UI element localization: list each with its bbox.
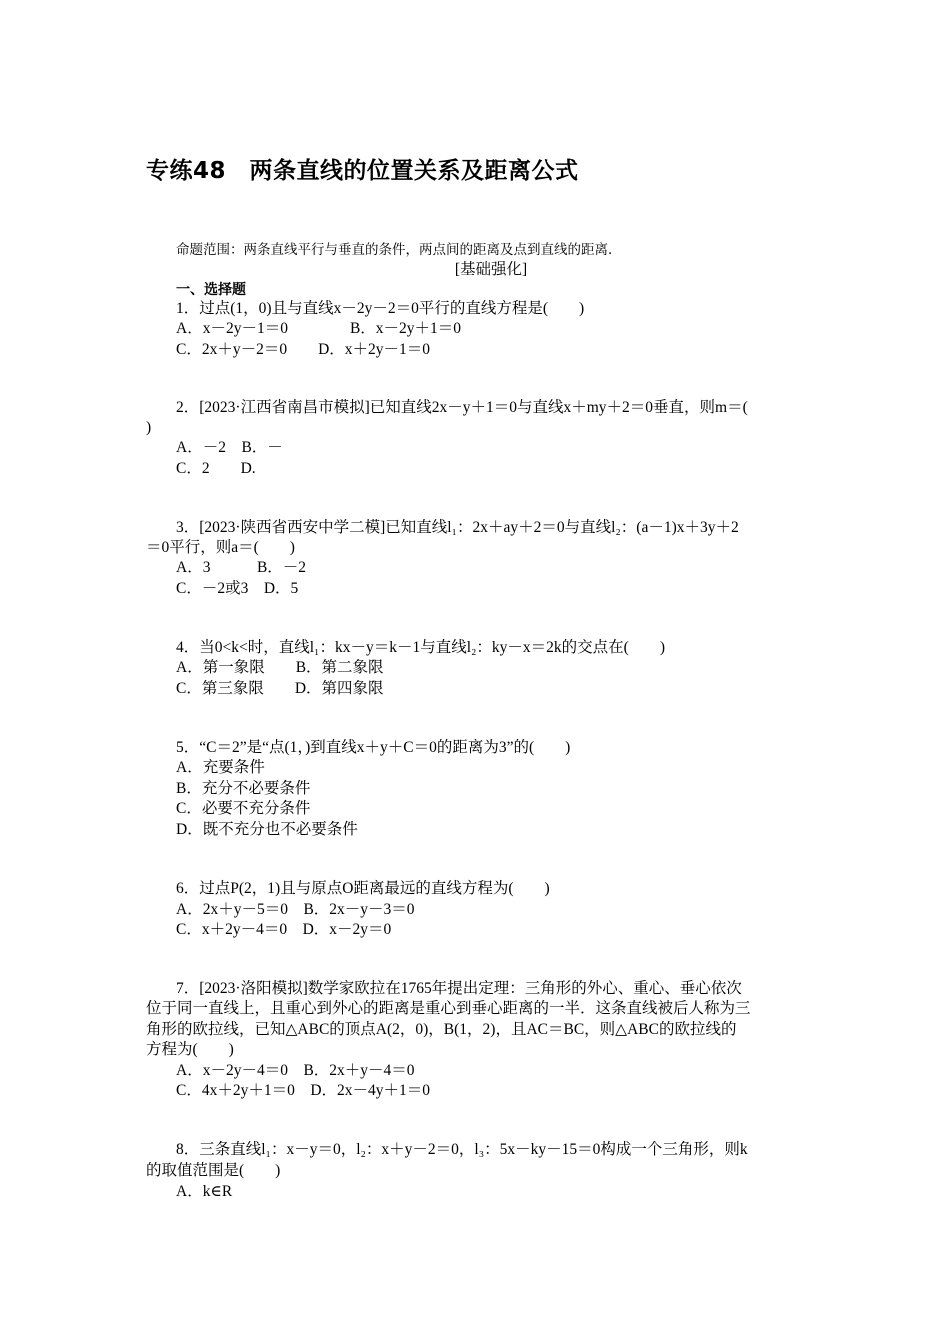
question-2-options-cd: C．2 D. (176, 460, 256, 477)
question-4-options-cd: C．第三象限 D．第四象限 (176, 680, 384, 697)
question-7-stem-cont-2: 角形的欧拉线，已知△ABC的顶点A(2，0)，B(1，2)，且AC＝BC，则△ABC的欧拉线的 (146, 1021, 737, 1038)
question-5-option-c: C．必要不充分条件 (176, 800, 311, 817)
question-6-stem: 6．过点P(2，1)且与原点O距离最远的直线方程为( ) (176, 880, 550, 897)
question-2-options-ab: A．－2 B．－ (176, 439, 283, 456)
question-7-stem: 7．[2023·洛阳模拟]数学家欧拉在1765年提出定理：三角形的外心、重心、垂心依次 (176, 980, 742, 997)
question-4-stem: 4．当0<k<时，直线l₁：kx－y＝k－1与直线l₂：ky－x＝2k的交点在( ) (176, 639, 665, 656)
scope-text: 命题范围：两条直线平行与垂直的条件，两点间的距离及点到直线的距离． (176, 242, 622, 258)
question-7-stem-cont-1: 位于同一直线上，且重心到外心的距离是重心到垂心距离的一半．这条直线被后人称为三 (146, 1000, 751, 1017)
question-3-stem: 3．[2023·陕西省西安中学二模]已知直线l₁：2x＋ay＋2＝0与直线l₂：(a－1)x＋3y＋2 (176, 519, 739, 536)
question-5-option-b: B．充分不必要条件 (176, 780, 311, 797)
question-8-stem: 8．三条直线l₁：x－y＝0，l₂：x＋y－2＝0，l₃：5x－ky－15＝0构成一个三角形，则k (176, 1141, 748, 1158)
question-1-options-ab: A．x－2y－1＝0 B．x－2y＋1＝0 (176, 320, 462, 337)
section-heading: 一、选择题 (176, 282, 246, 298)
page-title: 专练48 两条直线的位置关系及距离公式 (146, 158, 579, 184)
question-7-options-ab: A．x－2y－4＝0 B．2x＋y－4＝0 (176, 1062, 415, 1079)
question-3-options-ab: A．3 B．－2 (176, 559, 307, 576)
question-5-option-d: D．既不充分也不必要条件 (176, 821, 358, 838)
question-4-options-ab: A．第一象限 B．第二象限 (176, 659, 384, 676)
question-6-options-cd: C．x＋2y－4＝0 D．x－2y＝0 (176, 921, 392, 938)
section-tag: [基础强化] (454, 261, 528, 278)
question-8-option-a: A．k∈R (176, 1183, 233, 1200)
question-8-stem-cont: 的取值范围是( ) (146, 1162, 281, 1179)
question-5-stem: 5．“C＝2”是“点(1，)到直线x＋y＋C＝0的距离为3”的( ) (176, 739, 571, 756)
question-5-option-a: A．充要条件 (176, 759, 265, 776)
question-2-stem: 2．[2023·江西省南昌市模拟]已知直线2x－y＋1＝0与直线x＋my＋2＝0垂直，则m＝( (176, 399, 748, 416)
question-3-options-cd: C．－2或3 D．5 (176, 580, 299, 597)
question-7-stem-cont-3: 方程为( ) (146, 1041, 234, 1058)
question-1-stem: 1．过点(1，0)且与直线x－2y－2＝0平行的直线方程是( ) (176, 300, 585, 317)
question-1-options-cd: C．2x＋y－2＝0 D．x＋2y－1＝0 (176, 341, 431, 358)
question-3-stem-cont: ＝0平行，则a＝( ) (146, 539, 295, 556)
question-7-options-cd: C．4x＋2y＋1＝0 D．2x－4y＋1＝0 (176, 1082, 431, 1099)
question-6-options-ab: A．2x＋y－5＝0 B．2x－y－3＝0 (176, 901, 415, 918)
question-2-stem-cont: ) (146, 419, 152, 436)
